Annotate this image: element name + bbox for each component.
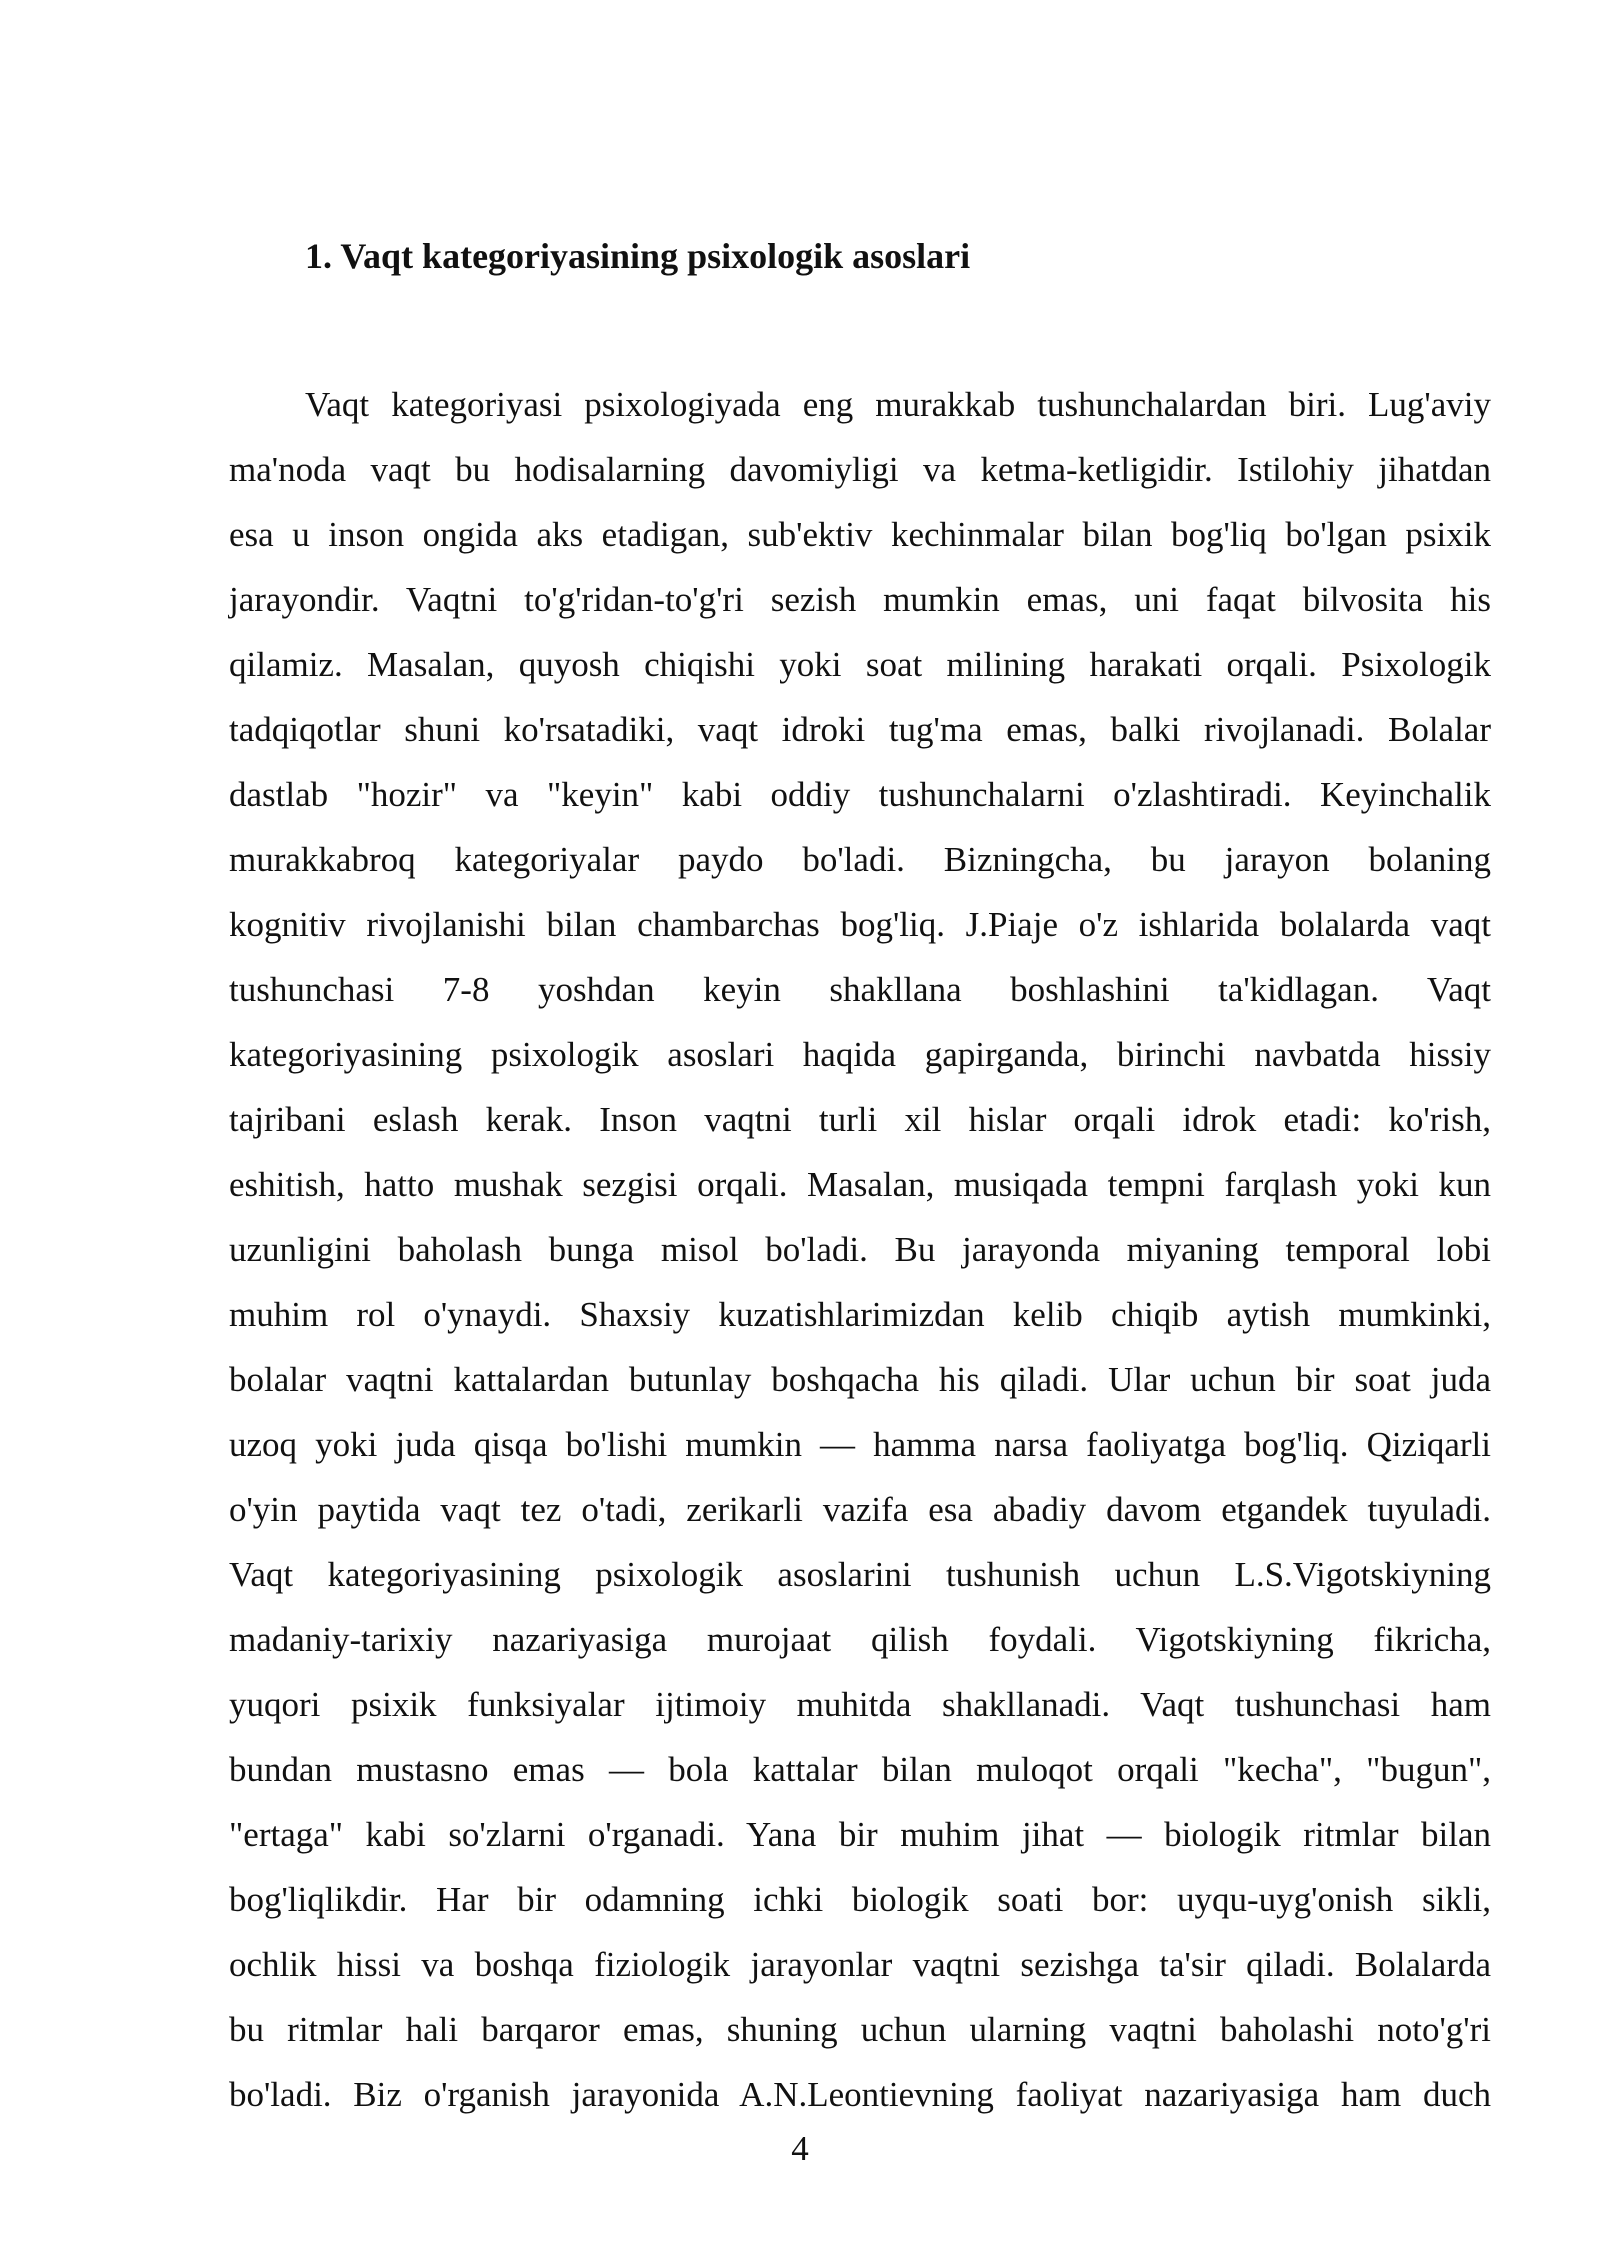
text-line: eshitish, hatto mushak sezgisi orqali. Masalan, musiqada tempni farqlash yoki kun xyxy=(229,1165,1491,1204)
text-line: yuqori psixik funksiyalar ijtimoiy muhitda shakllanadi. Vaqt tushunchasi ham xyxy=(229,1685,1491,1724)
page-number: 4 xyxy=(791,2129,809,2168)
text-line: uzoq yoki juda qisqa bo'lishi mumkin — hamma narsa faoliyatga bog'liq. Qiziqarli xyxy=(229,1425,1491,1464)
text-line: o'yin paytida vaqt tez o'tadi, zerikarli vazifa esa abadiy davom etgandek tuyuladi. xyxy=(229,1490,1491,1529)
text-line: jarayondir. Vaqtni to'g'ridan-to'g'ri sezish mumkin emas, uni faqat bilvosita his xyxy=(229,580,1491,619)
text-line: bo'ladi. Biz o'rganish jarayonida A.N.Leontievning faoliyat nazariyasiga ham duch xyxy=(229,2075,1491,2114)
text-line: muhim rol o'ynaydi. Shaxsiy kuzatishlarimizdan kelib chiqib aytish mumkinki, xyxy=(229,1295,1491,1334)
text-line: esa u inson ongida aks etadigan, sub'ektiv kechinmalar bilan bog'liq bo'lgan psixik xyxy=(229,515,1491,554)
text-line: murakkabroq kategoriyalar paydo bo'ladi. Bizningcha, bu jarayon bolaning xyxy=(229,840,1491,879)
text-line: bundan mustasno emas — bola kattalar bilan muloqot orqali "kecha", "bugun", xyxy=(229,1750,1491,1789)
text-line: "ertaga" kabi so'zlarni o'rganadi. Yana bir muhim jihat — biologik ritmlar bilan xyxy=(229,1815,1491,1854)
text-line: ma'noda vaqt bu hodisalarning davomiyligi va ketma-ketligidir. Istilohiy jihatdan xyxy=(229,450,1491,489)
text-line: bolalar vaqtni kattalardan butunlay boshqacha his qiladi. Ular uchun bir soat juda xyxy=(229,1360,1491,1399)
text-line: dastlab "hozir" va "keyin" kabi oddiy tushunchalarni o'zlashtiradi. Keyinchalik xyxy=(229,775,1491,814)
text-line: kategoriyasining psixologik asoslari haqida gapirganda, birinchi navbatda hissiy xyxy=(229,1035,1491,1074)
text-line: tushunchasi 7-8 yoshdan keyin shakllana boshlashini ta'kidlagan. Vaqt xyxy=(229,970,1491,1009)
text-line: Vaqt kategoriyasining psixologik asoslarini tushunish uchun L.S.Vigotskiyning xyxy=(229,1555,1491,1594)
text-line: kognitiv rivojlanishi bilan chambarchas bog'liq. J.Piaje o'z ishlarida bolalarda vaqt xyxy=(229,905,1491,944)
text-line: Vaqt kategoriyasi psixologiyada eng murakkab tushunchalardan biri. Lug'aviy xyxy=(305,385,1491,424)
text-line: ochlik hissi va boshqa fiziologik jarayonlar vaqtni sezishga ta'sir qiladi. Bolalarda xyxy=(229,1945,1491,1984)
text-line: qilamiz. Masalan, quyosh chiqishi yoki soat milining harakati orqali. Psixologik xyxy=(229,645,1491,684)
section-heading: 1. Vaqt kategoriyasining psixologik asoslari xyxy=(305,236,971,276)
body-paragraph xyxy=(229,372,1491,2127)
text-line: madaniy-tarixiy nazariyasiga murojaat qilish foydali. Vigotskiyning fikricha, xyxy=(229,1620,1491,1659)
text-line: tadqiqotlar shuni ko'rsatadiki, vaqt idroki tug'ma emas, balki rivojlanadi. Bolalar xyxy=(229,710,1491,749)
text-line: uzunligini baholash bunga misol bo'ladi. Bu jarayonda miyaning temporal lobi xyxy=(229,1230,1491,1269)
text-line: tajribani eslash kerak. Inson vaqtni turli xil hislar orqali idrok etadi: ko'rish, xyxy=(229,1100,1491,1139)
text-line: bu ritmlar hali barqaror emas, shuning uchun ularning vaqtni baholashi noto'g'ri xyxy=(229,2010,1491,2049)
text-line: bog'liqlikdir. Har bir odamning ichki biologik soati bor: uyqu-uyg'onish sikli, xyxy=(229,1880,1491,1919)
